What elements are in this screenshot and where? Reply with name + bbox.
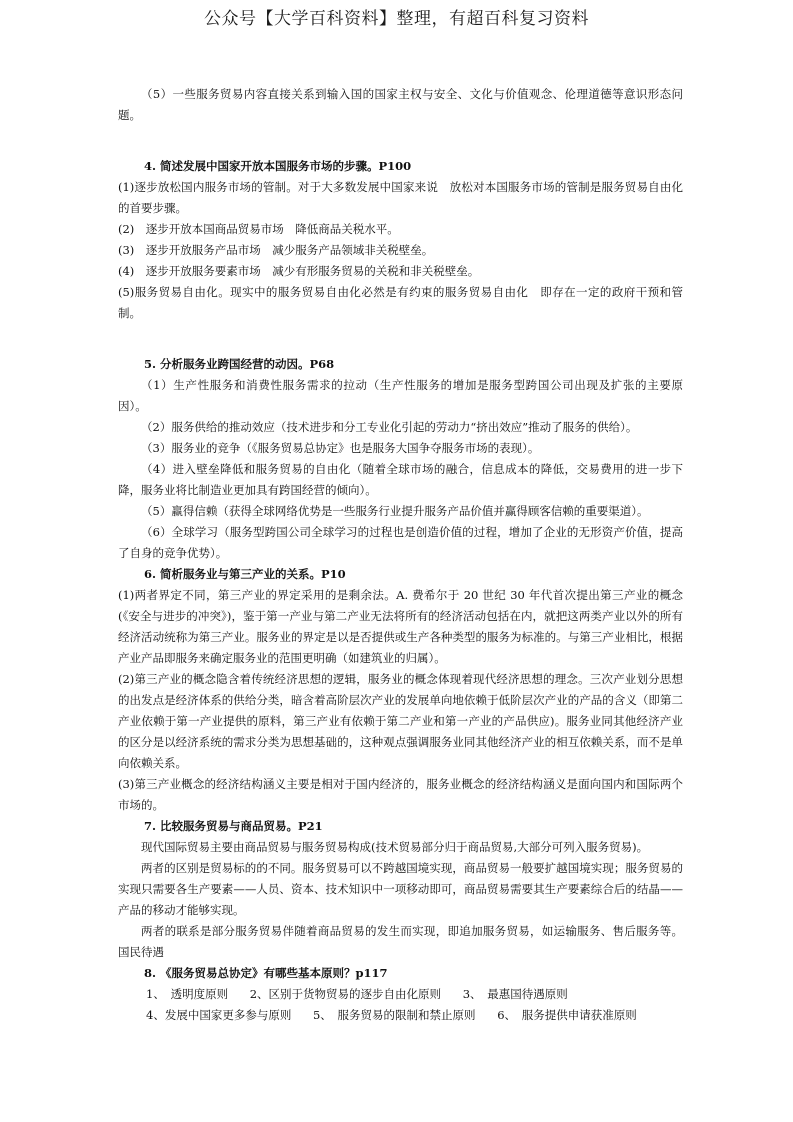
q4-item-4: (4) 逐步开放服务要素市场 减少有形服务贸易的关税和非关税壁垒。 bbox=[118, 264, 480, 278]
page-header: 公众号【大学百科资料】整理，有超百科复习资料 bbox=[204, 9, 589, 29]
q5-item-3: （3）服务业的竞争（《服务贸易总协定》也是服务大国争夺服务市场的表现）。 bbox=[141, 441, 540, 455]
q8-principle-1: 1、 透明度原则 bbox=[146, 987, 229, 1001]
q4-item-1: (1)逐步放松国内服务市场的管制。对于大多数发展中国家来说 放松对本国服务市场的管制是服务贸易自由化的首要步骤。 bbox=[118, 180, 683, 215]
q6-heading: 6. 简析服务业与第三产业的关系。P10 bbox=[144, 567, 346, 581]
q5-item-1: （1）生产性服务和消费性服务需求的拉动（生产性服务的增加是服务型跨国公司出现及扩张的主要原因）。 bbox=[118, 378, 683, 413]
q7-item-1: 现代国际贸易主要由商品贸易与服务贸易构成(技术贸易部分归于商品贸易,大部分可列入服务贸易)。 bbox=[141, 840, 649, 854]
q7-item-3: 两者的联系是部分服务贸易伴随着商品贸易的发生而实现，即追加服务贸易，如运输服务、售后服务等。 国民待遇 bbox=[118, 924, 683, 959]
q8-heading: 8. 《服务贸易总协定》有哪些基本原则？p117 bbox=[144, 966, 388, 980]
q6-item-2: (2)第三产业的概念隐含着传统经济思想的逻辑，服务业的概念体现着现代经济思想的理念。三次产业划分思想的出发点是经济体系的供给分类，暗含着高阶层次产业的发展单向地依赖于低阶层次产业的产品的含义（即第二产业依赖于第一产业提供的原料，第三产业有依赖于第二产业和第一产业的产品供应)。服务业同其他经济产业的区分是以经济系统的需求分类为思想基础的，这种观点强调服务业同其他经济产业的相互依赖关系，而不是单向依赖关系。 bbox=[118, 672, 683, 770]
q8-principle-3: 3、 最惠国待遇原则 bbox=[462, 987, 568, 1001]
q4-item-2: (2) 逐步开放本国商品贸易市场 降低商品关税水平。 bbox=[118, 222, 399, 236]
q5-item-2: （2）服务供给的推动效应（技术进步和分工专业化引起的劳动力“挤出效应”推动了服务的供给）。 bbox=[141, 420, 638, 434]
q4-item-3: (3) 逐步开放服务产品市场 减少服务产品领域非关税壁垒。 bbox=[118, 243, 434, 257]
q7-item-2: 两者的区别是贸易标的的不同。服务贸易可以不跨越国境实现，商品贸易一般要扩越国境实现；服务贸易的实现只需要各生产要素——人员、资本、技术知识中一项移动即可，商品贸易需要其生产要素综合后的结晶——产品的移动才能够实现。 bbox=[118, 861, 683, 917]
q5-item-6: （6）全球学习（服务型跨国公司全球学习的过程也是创造价值的过程，增加了企业的无形资产价值，提高了自身的竞争优势）。 bbox=[118, 525, 683, 560]
q8-principle-5: 5、 服务贸易的限制和禁止原则 bbox=[312, 1008, 476, 1022]
q6-item-1: (1)两者界定不同，第三产业的界定采用的是剩余法。A. 费希尔于 20 世纪 30 年代首次提出第三产业的概念(《安全与进步的冲突》)，鉴于第一产业与第二产业无法将所有的经济活动包括在内，就把这两类产业以外的所有经济活动统称为第三产业。服务业的界定是以是否提供或生产各种类型的服务为标准的。与第三产业相比，根据产业产品即服务来确定服务业的范围更明确（如建筑业的归属）。 bbox=[118, 588, 683, 665]
intro-item-5: （5）一些服务贸易内容直接关系到输入国的国家主权与安全、文化与价值观念、伦理道德等意识形态问题。 bbox=[118, 87, 683, 122]
q7-heading: 7. 比较服务贸易与商品贸易。P21 bbox=[144, 819, 323, 833]
q8-principle-2: 2、区别于货物贸易的逐步自由化原则 bbox=[249, 987, 442, 1001]
q8-principle-6: 6、 服务提供申请获准原则 bbox=[497, 1008, 637, 1022]
q8-principles-row-2 bbox=[118, 1005, 683, 1026]
q5-item-5: （5）赢得信赖（获得全球网络优势是一些服务行业提升服务产品价值并赢得顾客信赖的重要渠道）。 bbox=[141, 504, 649, 518]
q4-heading: 4. 简述发展中国家开放本国服务市场的步骤。P100 bbox=[144, 159, 412, 173]
q5-heading: 5. 分析服务业跨国经营的动因。P68 bbox=[144, 357, 335, 371]
q6-item-3: (3)第三产业概念的经济结构涵义主要是相对于国内经济的，服务业概念的经济结构涵义是面向国内和国际两个市场的。 bbox=[118, 777, 683, 812]
q5-item-4: （4）进入壁垒降低和服务贸易的自由化（随着全球市场的融合，信息成本的降低，交易费用的进一步下降，服务业将比制造业更加具有跨国经营的倾向）。 bbox=[118, 462, 683, 497]
q8-principles-row-1 bbox=[118, 984, 683, 1005]
document-body bbox=[118, 84, 683, 1026]
q4-item-5: (5)服务贸易自由化。现实中的服务贸易自由化必然是有约束的服务贸易自由化 即存在一定的政府干预和管制。 bbox=[118, 285, 683, 320]
q8-principle-4: 4、发展中国家更多参与原则 bbox=[146, 1008, 292, 1022]
